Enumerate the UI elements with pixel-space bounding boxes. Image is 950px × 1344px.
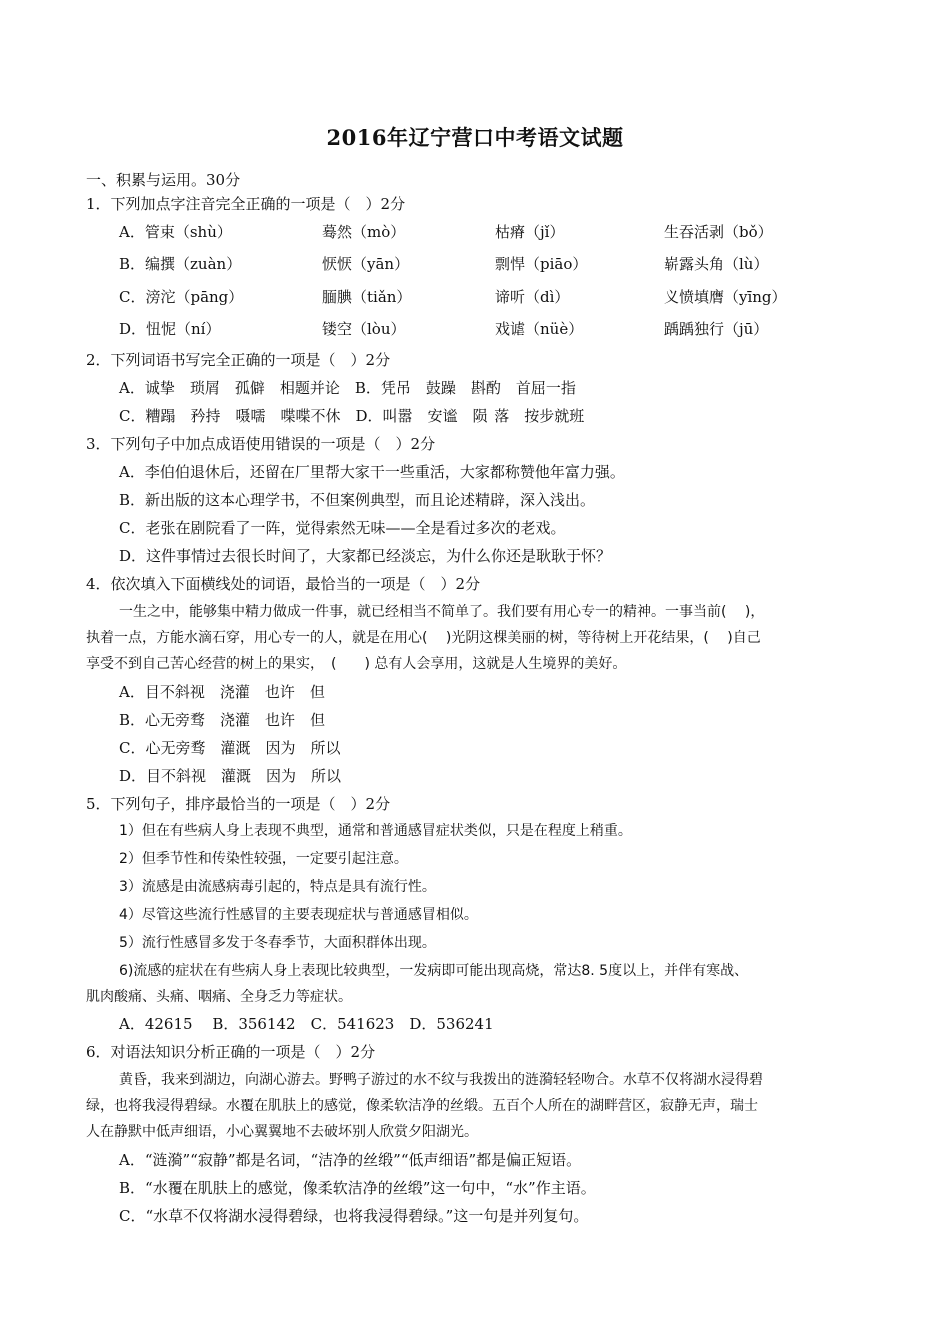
question-4-option-b: B．心无旁骛 浇灌 也许 但 bbox=[119, 711, 326, 729]
question-3-option-b: B．新出版的这本心理学书，不但案例典型，而且论述精辟，深入浅出。 bbox=[119, 491, 596, 509]
question-1-option-item: A．管束（shù） bbox=[119, 223, 232, 241]
question-6-passage-line: 人在静默中低声细语，小心翼翼地不去破坏别人欣赏夕阳湖光。 bbox=[86, 1124, 478, 1140]
question-1-option-item: 剽悍（piāo） bbox=[495, 255, 588, 273]
question-2-stem: 2．下列词语书写完全正确的一项是（ ）2分 bbox=[86, 351, 391, 369]
question-2-options-cd: C．糟蹋 矜持 嗫嚅 喋喋不休 D．叫嚣 安谧 陨 落 按步就班 bbox=[119, 407, 585, 425]
question-2-options-ab: A．诚挚 琐屑 孤僻 相题并论 B．凭吊 鼓躁 斟酌 首屈一指 bbox=[119, 379, 576, 397]
question-4-passage-line: 享受不到自己苦心经营的树上的果实， ( ) 总有人会享用，这就是人生境界的美好。 bbox=[86, 656, 627, 672]
question-1-stem: 1．下列加点字注音完全正确的一项是（ ）2分 bbox=[86, 195, 406, 213]
question-3-option-c: C．老张在剧院看了一阵，觉得索然无味——全是看过多次的老戏。 bbox=[119, 519, 566, 537]
question-1-option-item: 义愤填膺（yīng） bbox=[664, 288, 787, 306]
question-6-option-a: A．“涟漪”“寂静”都是名词，“洁净的丝缎”“低声细语”都是偏正短语。 bbox=[119, 1151, 582, 1169]
question-1-option-item: 蓦然（mò） bbox=[322, 223, 406, 241]
question-1-option-item: C．滂沱（pāng） bbox=[119, 288, 244, 306]
question-6-stem: 6．对语法知识分析正确的一项是（ ）2分 bbox=[86, 1043, 376, 1061]
question-5-item: 肌肉酸痛、头痛、咽痛、全身乏力等症状。 bbox=[86, 989, 352, 1005]
question-6-option-c: C．“水草不仅将湖水浸得碧绿，也将我浸得碧绿。”这一句是并列复句。 bbox=[119, 1207, 589, 1225]
question-1-option-item: 镂空（lòu） bbox=[322, 320, 406, 338]
question-1-option-item: D．忸怩（ní） bbox=[119, 320, 221, 338]
question-5-item: 1）但在有些病人身上表现不典型，通常和普通感冒症状类似，只是在程度上稍重。 bbox=[119, 823, 632, 839]
question-6-passage-line: 绿，也将我浸得碧绿。水覆在肌肤上的感觉，像柔软洁净的丝缎。五百个人所在的湖畔营区，寂静无声，瑞士 bbox=[86, 1098, 758, 1114]
question-5-item: 3）流感是由流感病毒引起的，特点是具有流行性。 bbox=[119, 879, 436, 895]
question-5-item: 6)流感的症状在有些病人身上表现比较典型，一发病即可能出现高烧，常达8. 5度以上，并伴有寒战、 bbox=[119, 963, 749, 979]
question-1-option-item: 恹恹（yān） bbox=[322, 255, 410, 273]
question-3-option-a: A．李伯伯退休后，还留在厂里帮大家干一些重活，大家都称赞他年富力强。 bbox=[119, 463, 625, 481]
question-5-item: 4）尽管这些流行性感冒的主要表现症状与普通感冒相似。 bbox=[119, 907, 478, 923]
question-4-stem: 4．依次填入下面横线处的词语，最恰当的一项是（ ）2分 bbox=[86, 575, 481, 593]
question-1-option-item: 崭露头角（lù） bbox=[664, 255, 769, 273]
question-1-option-item: 谛听（dì） bbox=[495, 288, 570, 306]
question-5-item: 2）但季节性和传染性较强，一定要引起注意。 bbox=[119, 851, 408, 867]
section-heading: 一、积累与运用。30分 bbox=[86, 171, 241, 189]
question-1-option-item: 枯瘠（jǐ） bbox=[495, 223, 565, 241]
question-5-answers: A．42615 B．356142 C．541623 D．536241 bbox=[119, 1015, 494, 1033]
question-4-passage-line: 执着一点，方能水滴石穿，用心专一的人，就是在用心( )光阴这棵美丽的树，等待树上开花结果，( )自己 bbox=[86, 630, 761, 646]
question-3-option-d: D．这件事情过去很长时间了，大家都已经淡忘，为什么你还是耿耿于怀？ bbox=[119, 547, 612, 565]
question-4-option-d: D．目不斜视 灌溉 因为 所以 bbox=[119, 767, 342, 785]
question-1-option-item: 生吞活剥（bǒ） bbox=[664, 223, 773, 241]
question-4-option-c: C．心无旁骛 灌溉 因为 所以 bbox=[119, 739, 341, 757]
question-1-option-item: 腼腆（tiǎn） bbox=[322, 288, 412, 306]
question-1-option-item: 戏谑（nüè） bbox=[495, 320, 584, 338]
page-title: 2016年辽宁营口中考语文试题 bbox=[326, 125, 624, 150]
question-6-passage-line: 黄昏，我来到湖边，向湖心游去。野鸭子游过的水不纹与我拨出的涟漪轻轻吻合。水草不仅将湖水浸得碧 bbox=[119, 1072, 763, 1088]
question-3-stem: 3．下列句子中加点成语使用错误的一项是（ ）2分 bbox=[86, 435, 436, 453]
question-1-option-item: 踽踽独行（jū） bbox=[664, 320, 769, 338]
question-4-passage-line: 一生之中，能够集中精力做成一件事，就已经相当不简单了。我们要有用心专一的精神。一事当前( )， bbox=[119, 604, 765, 620]
question-5-item: 5）流行性感冒多发于冬春季节，大面积群体出现。 bbox=[119, 935, 436, 951]
question-4-option-a: A．目不斜视 浇灌 也许 但 bbox=[119, 683, 325, 701]
question-1-option-item: B．编撰（zuàn） bbox=[119, 255, 242, 273]
question-6-option-b: B．“水覆在肌肤上的感觉，像柔软洁净的丝缎”这一句中，“水”作主语。 bbox=[119, 1179, 596, 1197]
question-5-stem: 5．下列句子，排序最恰当的一项是（ ）2分 bbox=[86, 795, 391, 813]
